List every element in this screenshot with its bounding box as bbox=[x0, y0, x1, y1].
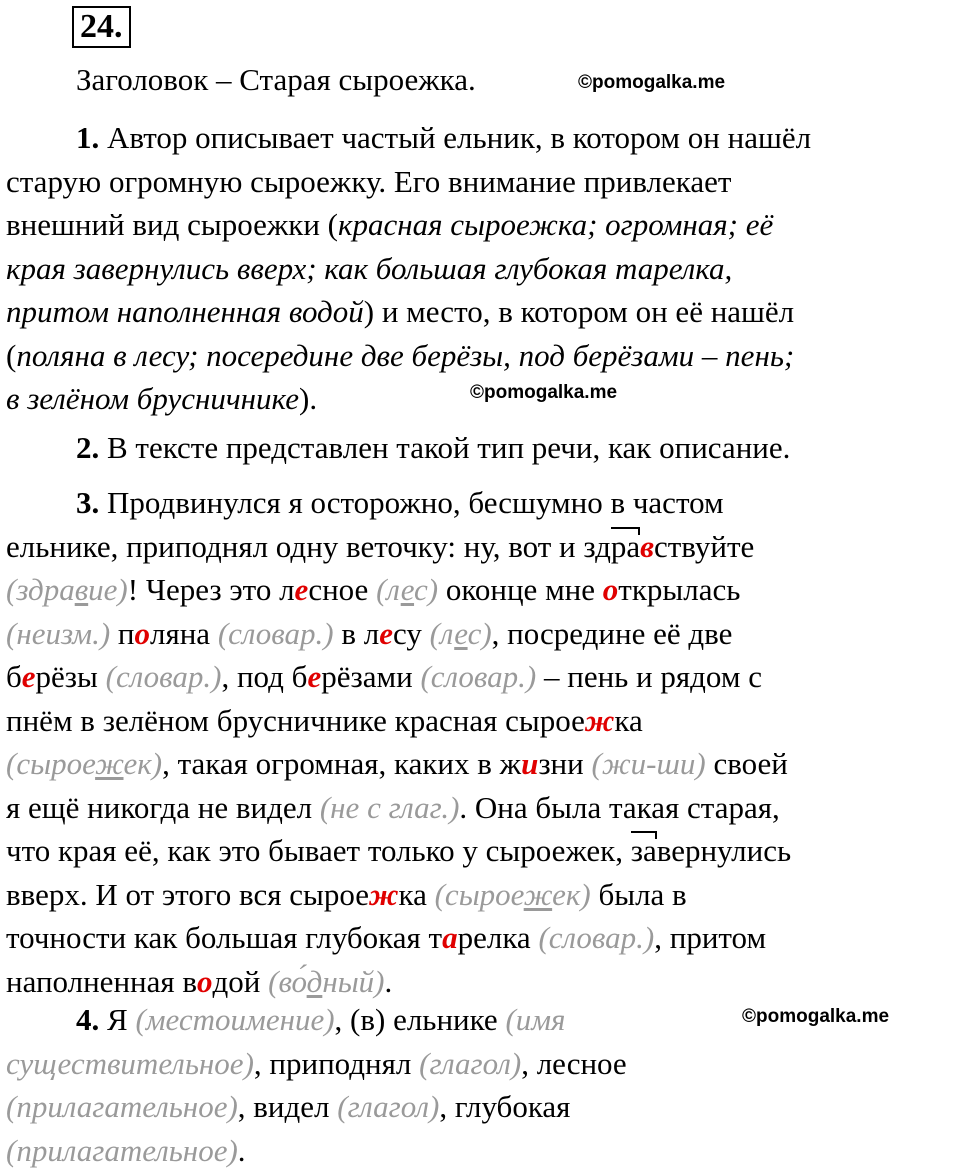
s3-h7-1a: (сырое bbox=[6, 746, 95, 781]
s4-t1a: Я bbox=[107, 1002, 135, 1037]
s3-h10c: ек) bbox=[552, 877, 591, 912]
s1-number: 1. bbox=[76, 120, 99, 155]
s3-t7c: зни bbox=[538, 746, 591, 781]
s4-t2b: , лесное bbox=[521, 1046, 627, 1081]
s1-line-5 bbox=[6, 290, 958, 334]
s1-text-3a: внешний вид сыроежки ( bbox=[6, 207, 338, 242]
s1-text-1: Автор описывает частый ельник, в котором он нашёл bbox=[107, 120, 811, 155]
s4-line-3 bbox=[6, 1085, 958, 1129]
s1-text-6b: поляна в лесу; посередине две берёзы, под берёзами – пень; bbox=[16, 338, 794, 373]
s1-text-5b: ) и место, в котором он её нашёл bbox=[364, 294, 794, 329]
s4-t3b: , глубокая bbox=[439, 1089, 570, 1124]
s3-h3-1c: ие) bbox=[88, 572, 128, 607]
s3-h4-1: (неизм.) bbox=[6, 616, 110, 651]
s3-h4-3b: е bbox=[454, 616, 467, 651]
s3-t3a: ! Через это л bbox=[128, 572, 295, 607]
s1-line-3 bbox=[6, 203, 958, 247]
s1-text-5a: притом наполненная водой bbox=[6, 294, 364, 329]
s3-line-5 bbox=[6, 655, 958, 699]
s3-t5a: б bbox=[6, 659, 22, 694]
task-number-box: 24. bbox=[72, 6, 131, 48]
s3-t11b: а bbox=[442, 920, 458, 955]
s1-text-3b: красная сыроежка; огромная; её bbox=[338, 207, 773, 242]
s3-t4g: , посредине её две bbox=[492, 616, 733, 651]
s3-t11d: , притом bbox=[654, 920, 766, 955]
s3-h4-2: (словар.) bbox=[218, 616, 334, 651]
s3-t10c: ка bbox=[399, 877, 435, 912]
s3-t5c: рёзы bbox=[36, 659, 106, 694]
s3-h4-3a: (л bbox=[430, 616, 455, 651]
s3-t6a: пнём в зелёном брусничнике красная сырое bbox=[6, 703, 585, 738]
s3-t10b: ж bbox=[369, 877, 399, 912]
s3-t5b: е bbox=[22, 659, 36, 694]
s3-t4e: е bbox=[379, 616, 393, 651]
s3-t8a: я ещё никогда не видел bbox=[6, 790, 320, 825]
s4-line-4 bbox=[6, 1129, 958, 1172]
s3-t3d: оконце мне bbox=[438, 572, 603, 607]
s3-line-6 bbox=[6, 699, 958, 743]
s3-number: 3. bbox=[76, 485, 99, 520]
s3-line-2 bbox=[6, 525, 958, 569]
s3-t9b: за bbox=[631, 833, 657, 868]
s3-text-1: Продвинулся я осторожно, бесшумно в частом bbox=[107, 485, 724, 520]
prefix-bracket-za bbox=[631, 829, 657, 873]
s1-text-6a: ( bbox=[6, 338, 16, 373]
title-line: Заголовок – Старая сыроежка. bbox=[6, 58, 958, 102]
s4-line-2 bbox=[6, 1042, 958, 1086]
s3-t5g: – пень и рядом с bbox=[536, 659, 762, 694]
s3-t2b: ра bbox=[611, 529, 640, 564]
s1-line-6 bbox=[6, 334, 958, 378]
s3-t3c: сное bbox=[308, 572, 376, 607]
s4-t4a: . bbox=[238, 1133, 246, 1168]
s3-t12d: . bbox=[385, 964, 393, 999]
section-3 bbox=[6, 481, 958, 1003]
s4-h1-2: (имя bbox=[505, 1002, 565, 1037]
s4-h2-2: (глагол) bbox=[419, 1046, 521, 1081]
s3-h7-2: (жи-ши) bbox=[592, 746, 706, 781]
s1-text-7a: в зелёном брусничнике bbox=[6, 381, 299, 416]
s3-t11a: точности как большая глубокая т bbox=[6, 920, 442, 955]
s3-t4d: в л bbox=[334, 616, 380, 651]
s1-text-7b: ). bbox=[299, 381, 317, 416]
s3-h3-2a: (л bbox=[376, 572, 401, 607]
s3-h4-3c: с) bbox=[468, 616, 492, 651]
s3-t3b: е bbox=[295, 572, 309, 607]
s3-t4f: су bbox=[393, 616, 430, 651]
s1-line-4: края завернулись вверх; как большая глубокая тарелка, bbox=[6, 247, 958, 291]
s4-t3a: , видел bbox=[238, 1089, 337, 1124]
s3-h12a: (во́ bbox=[268, 964, 306, 999]
s3-h7-1b: ж bbox=[95, 746, 123, 781]
s3-t6c: ка bbox=[614, 703, 642, 738]
s3-t3f: ткрылась bbox=[618, 572, 740, 607]
s1-line-2: старую огромную сыроежку. Его внимание привлекает bbox=[6, 160, 958, 204]
s3-t3e: о bbox=[603, 572, 619, 607]
s3-h3-2b: е bbox=[401, 572, 414, 607]
s3-line-3 bbox=[6, 568, 958, 612]
s3-h10b: ж bbox=[524, 877, 552, 912]
s3-t5f: рёзами bbox=[321, 659, 420, 694]
s2-number: 2. bbox=[76, 430, 99, 465]
s3-line-8 bbox=[6, 786, 958, 830]
s3-h12b: д bbox=[307, 964, 323, 999]
s4-t2a: , приподнял bbox=[254, 1046, 419, 1081]
s3-h5-1: (словар.) bbox=[106, 659, 222, 694]
s2-line-1 bbox=[6, 426, 958, 470]
title-paragraph bbox=[6, 58, 958, 102]
s2-text: В тексте представлен такой тип речи, как описание. bbox=[107, 430, 790, 465]
s3-t4a: п bbox=[110, 616, 134, 651]
s3-h5-2: (словар.) bbox=[420, 659, 536, 694]
s4-t1b: , (в) ельнике bbox=[335, 1002, 506, 1037]
s3-line-9 bbox=[6, 829, 958, 873]
s3-h11: (словар.) bbox=[538, 920, 654, 955]
watermark-1: ©pomogalka.me bbox=[578, 72, 725, 94]
s3-h8: (не с глаг.) bbox=[320, 790, 460, 825]
s3-t5e: е bbox=[307, 659, 321, 694]
s3-h12c: ный) bbox=[322, 964, 384, 999]
s4-h4: (прилагательное) bbox=[6, 1133, 238, 1168]
s3-line-12 bbox=[6, 960, 958, 1004]
s3-line-1 bbox=[6, 481, 958, 525]
s3-line-4 bbox=[6, 612, 958, 656]
s3-t7b: и bbox=[521, 746, 538, 781]
s3-t12b: о bbox=[197, 964, 213, 999]
s3-line-10 bbox=[6, 873, 958, 917]
s3-t5d: , под б bbox=[221, 659, 307, 694]
root-bracket-zdrav bbox=[611, 525, 640, 569]
s3-t2d: ствуйте bbox=[654, 529, 754, 564]
s3-h3-1b: в bbox=[75, 572, 88, 607]
s3-h10a: (сырое bbox=[435, 877, 524, 912]
s3-t10a: вверх. И от этого вся сырое bbox=[6, 877, 369, 912]
s3-t12a: наполненная в bbox=[6, 964, 197, 999]
s3-t8b: . Она была такая старая, bbox=[459, 790, 779, 825]
s3-t9c: вернулись bbox=[657, 833, 791, 868]
s4-h3-1: (прилагательное) bbox=[6, 1089, 238, 1124]
s4-h3-2: (глагол) bbox=[337, 1089, 439, 1124]
s4-h1-1: (местоимение) bbox=[135, 1002, 334, 1037]
watermark-3: ©pomogalka.me bbox=[742, 1006, 889, 1028]
s3-t7d: своей bbox=[706, 746, 788, 781]
s3-t6b: ж bbox=[585, 703, 615, 738]
s3-t4b: о bbox=[134, 616, 150, 651]
s3-t10d: была в bbox=[591, 877, 687, 912]
s3-t7a: , такая огромная, каких в ж bbox=[162, 746, 521, 781]
s4-number: 4. bbox=[76, 1002, 99, 1037]
s3-line-7 bbox=[6, 742, 958, 786]
s3-h3-1a: (здра bbox=[6, 572, 75, 607]
section-1 bbox=[6, 116, 958, 421]
s3-line-11 bbox=[6, 916, 958, 960]
s1-line-1 bbox=[6, 116, 958, 160]
s3-h7-1c: ек) bbox=[124, 746, 163, 781]
s3-t2a: ельнике, приподнял одну веточку: ну, вот и зд bbox=[6, 529, 611, 564]
s3-t2c: в bbox=[640, 529, 654, 564]
s4-h2-1: существительное) bbox=[6, 1046, 254, 1081]
s3-t12c: дой bbox=[213, 964, 269, 999]
section-2 bbox=[6, 426, 958, 470]
s3-h3-2c: с) bbox=[414, 572, 438, 607]
watermark-2: ©pomogalka.me bbox=[470, 382, 617, 404]
s3-t11c: релка bbox=[458, 920, 539, 955]
s3-t4c: ляна bbox=[150, 616, 218, 651]
s3-t9a: что края её, как это бывает только у сыроежек, bbox=[6, 833, 631, 868]
